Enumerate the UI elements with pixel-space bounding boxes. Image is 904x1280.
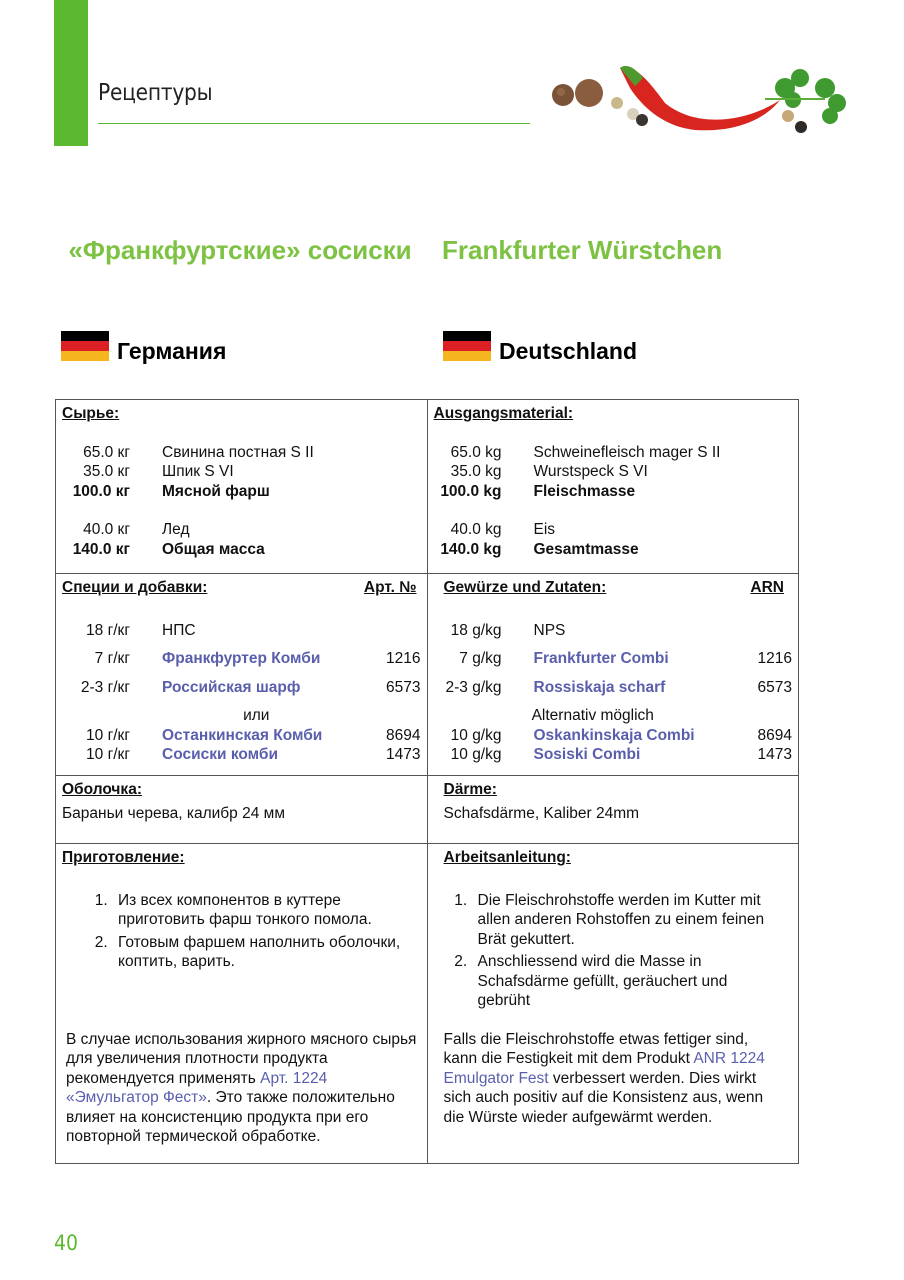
article-number: 1473 (757, 746, 792, 763)
note-text: Falls die Fleischrohstoffe etwas fettiger sind, kann die Festigkeit mit dem Produkt (443, 1030, 749, 1067)
recipe-table (55, 399, 799, 1164)
ingredient-amount: 40.0 kg (450, 521, 502, 538)
article-number: 6573 (386, 678, 421, 696)
ingredient-name: Schweinefleisch mager S II (533, 443, 721, 461)
casing-de (427, 776, 799, 844)
preparation-header-de: Arbeitsanleitung: (443, 849, 571, 866)
article-number (744, 621, 792, 641)
country-ru (61, 326, 226, 365)
article-number: 8694 (386, 726, 421, 744)
spices-de (427, 574, 799, 776)
raw-materials-header-de: Ausgangsmaterial: (433, 405, 574, 422)
article-number (373, 621, 421, 641)
spice-product-name: NPS (533, 621, 566, 639)
product-reference-link: Арт. 1224 «Эмульгатор Фест» (66, 1069, 328, 1106)
section-title: Рецептуры (98, 80, 213, 106)
spice-product-name: Франкфуртер Комби (162, 650, 321, 667)
note-text: В случае использования жирного мясного сырья для увеличения плотности продукта рекомендуется применять (66, 1030, 417, 1087)
spice-amount: 7 g/kg (459, 650, 502, 667)
spices-illustration-icon (545, 48, 855, 133)
spice-row (62, 745, 421, 765)
country-name-de: Deutschland (499, 338, 638, 364)
spice-amount: 7 г/кг (94, 650, 130, 667)
recipe-title-de: Frankfurter Würstchen (442, 235, 723, 265)
spice-product-name: НПС (162, 621, 196, 639)
spices-ru (56, 574, 428, 776)
spice-amount: 18 g/kg (450, 621, 502, 639)
ingredient-row (434, 462, 793, 482)
parsley-icon (765, 69, 846, 124)
casing-header-ru: Оболочка: (62, 781, 142, 798)
ingredient-name: Лед (162, 521, 190, 538)
preparation-de (427, 844, 799, 1164)
ingredient-name: Свинина постная S II (162, 443, 314, 461)
spice-row (62, 726, 421, 746)
spice-amount: 18 г/кг (86, 621, 130, 639)
ingredient-row (434, 540, 793, 560)
ingredient-amount: 100.0 kg (440, 482, 502, 500)
raw-materials-list-de (434, 443, 793, 560)
preparation-ru (56, 844, 428, 1164)
ingredient-row (434, 482, 793, 502)
spice-product-name: Российская шарф (162, 678, 301, 696)
spice-amount: 2-3 г/кг (80, 678, 130, 696)
raw-materials-header-ru: Сырье: (62, 405, 120, 422)
spice-product-name: Sosiski Combi (533, 746, 641, 763)
preparation-note-de (444, 1030, 793, 1128)
ingredient-row (62, 462, 421, 482)
casing-text-de: Schafsdärme, Kaliber 24mm (443, 804, 640, 822)
allspice-berry-icon (552, 79, 603, 107)
ingredient-row (62, 443, 421, 463)
note-text: . Это также положительно влияет на консистенцию продукта при его повторной термической обработке. (66, 1089, 395, 1145)
raw-materials-ru (56, 400, 428, 574)
article-number: 1216 (757, 650, 792, 667)
preparation-steps-de (444, 891, 793, 1011)
ingredient-name: Общая масса (162, 540, 265, 558)
raw-materials-de (427, 400, 799, 574)
ingredient-row (62, 520, 421, 540)
preparation-step: 2. Anschliessend wird die Masse in Schafsdärme gefüllt, geräuchert und gebrüht (472, 952, 785, 1011)
note-text: verbessert werden. Dies wirkt sich auch positiv auf die Konsistenz aus, wenn die Würste wieder aufgewärmt werden. (443, 1069, 764, 1126)
preparation-steps-ru (62, 891, 421, 972)
ingredient-row (434, 443, 793, 463)
spice-amount: 2-3 g/kg (445, 678, 502, 696)
spice-amount: 10 g/kg (450, 726, 502, 744)
alternative-label-ru: или (243, 707, 270, 724)
spice-row (434, 726, 793, 746)
title-underline (98, 123, 530, 124)
preparation-note-ru (62, 1030, 421, 1147)
spices-header-de: Gewürze und Zutaten: (443, 579, 607, 596)
ingredient-name: Gesamtmasse (533, 540, 639, 558)
spice-row (62, 621, 421, 641)
preparation-step: 1. Die Fleischrohstoffe werden im Kutter mit allen anderen Rohstoffen zu einem feinen Brät gekuttert. (472, 891, 785, 950)
preparation-step: 1. Из всех компонентов в куттере приготовить фарш тонкого помола. (112, 891, 411, 930)
spices-alt-list-de (434, 726, 793, 765)
art-number-header-ru: Арт. № (363, 579, 417, 596)
country-de (443, 326, 637, 365)
spices-list-de (434, 621, 793, 698)
spice-product-name: Frankfurter Combi (533, 650, 669, 667)
germany-flag-icon (443, 331, 491, 361)
article-number: 1473 (386, 746, 421, 763)
article-number: 1216 (386, 650, 421, 667)
ingredient-name: Eis (533, 521, 556, 538)
spices-list-ru (62, 621, 421, 698)
casing-ru (56, 776, 428, 844)
spice-amount: 10 г/кг (86, 746, 130, 763)
casing-text-ru: Бараньи черева, калибр 24 мм (62, 804, 285, 822)
ingredient-row (62, 482, 421, 502)
page-number: 40 (54, 1231, 79, 1255)
spice-row (434, 621, 793, 641)
ingredient-name: Fleischmasse (533, 482, 636, 500)
spices-header-ru: Специи и добавки: (62, 579, 208, 596)
article-number: 8694 (757, 726, 792, 744)
spice-product-name: Останкинская Комби (162, 726, 323, 744)
ingredient-amount: 140.0 kg (440, 540, 502, 558)
ingredient-amount: 65.0 кг (83, 443, 130, 461)
preparation-header-ru: Приготовление: (62, 849, 185, 866)
ingredient-amount: 40.0 кг (83, 521, 130, 538)
ingredient-name: Мясной фарш (162, 482, 270, 500)
spice-row (62, 678, 421, 698)
casing-header-de: Därme: (443, 781, 497, 798)
ingredient-name: Шпик S VI (162, 463, 234, 480)
article-number: 6573 (757, 678, 792, 696)
raw-materials-list-ru (62, 443, 421, 560)
ingredient-row (62, 540, 421, 560)
spice-row (434, 649, 793, 669)
spice-product-name: Сосиски комби (162, 746, 279, 763)
product-reference-link: ANR 1224 Emulgator Fest (443, 1050, 765, 1087)
spice-amount: 10 g/kg (450, 746, 502, 763)
art-number-header-de: ARN (750, 579, 784, 596)
ingredient-name: Wurstspeck S VI (533, 463, 648, 480)
ingredient-row (434, 520, 793, 540)
spice-row (434, 678, 793, 698)
ingredient-amount: 140.0 кг (72, 540, 130, 558)
germany-flag-icon (61, 331, 109, 361)
spice-row (434, 745, 793, 765)
ingredient-amount: 65.0 kg (450, 443, 502, 461)
ingredient-amount: 35.0 кг (83, 463, 130, 480)
spice-row (62, 649, 421, 669)
spice-product-name: Rossiskaja scharf (533, 678, 666, 696)
green-accent-bar (54, 0, 88, 146)
ingredient-amount: 35.0 kg (450, 463, 502, 480)
ingredient-amount: 100.0 кг (72, 482, 130, 500)
spices-alt-list-ru (62, 726, 421, 765)
spice-amount: 10 г/кг (86, 726, 130, 744)
country-name-ru: Германия (117, 338, 227, 364)
alternative-label-de: Alternativ möglich (531, 707, 654, 724)
recipe-title-ru: «Франкфуртские» сосиски (68, 235, 412, 265)
spice-product-name: Oskankinskaja Combi (533, 726, 695, 744)
preparation-step: 2. Готовым фаршем наполнить оболочки, коптить, варить. (112, 933, 411, 972)
